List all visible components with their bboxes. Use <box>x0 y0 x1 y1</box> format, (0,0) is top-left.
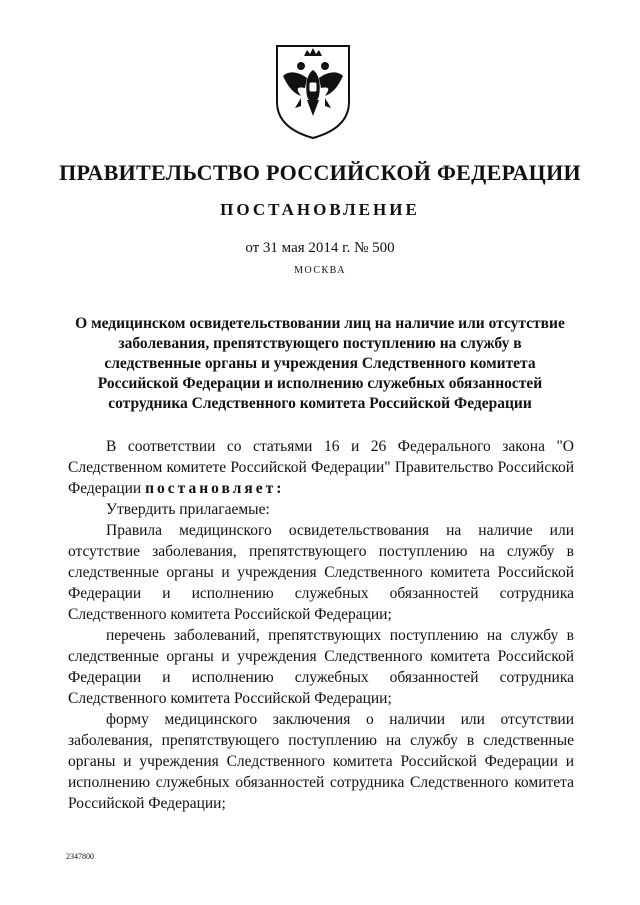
organization-title: ПРАВИТЕЛЬСТВО РОССИЙСКОЙ ФЕДЕРАЦИИ <box>59 160 581 185</box>
decree-keyword: постановляет: <box>145 480 285 497</box>
footer-code: 2347800 <box>66 852 94 861</box>
document-body <box>68 436 574 814</box>
document-subject: О медицинском освидетельствовании лиц на наличие или отсутствие заболевания, препятствующего поступлению на службу в следственные органы и учреждения Следственного комитета Российской Федерации и исполнению служебных обязанностей сотрудника Следственного комитета Российской Федерации <box>75 315 565 412</box>
document-city: МОСКВА <box>294 265 346 276</box>
document-date-number: от 31 мая 2014 г. № 500 <box>245 240 395 256</box>
body-paragraph-3: Правила медицинского освидетельствования на наличие или отсутствие заболевания, препятствующего поступлению на службу в следственные органы и учреждения Следственного комитета Российской Федерации и исполнению служебных обязанностей сотрудника Следственного комитета Российской Федерации; <box>68 522 574 623</box>
body-paragraph-1-text: В соответствии со статьями 16 и 26 Федерального закона "О Следственном комитете Российской Федерации" Правительство Российской Федерации <box>68 438 574 497</box>
body-paragraph-1 <box>68 436 574 499</box>
document-type: ПОСТАНОВЛЕНИЕ <box>220 200 420 219</box>
body-paragraph-5: форму медицинского заключения о наличии или отсутствии заболевания, препятствующего поступлению на службу в следственные органы и учреждения Следственного комитета Российской Федерации и исполнению служебных обязанностей сотрудника Следственного комитета Российской Федерации; <box>68 711 574 812</box>
body-paragraph-2: Утвердить прилагаемые: <box>106 501 270 518</box>
body-paragraph-4: перечень заболеваний, препятствующих поступлению на службу в следственные органы и учреждения Следственного комитета Российской Федерации и исполнению служебных обязанностей сотрудника Следственного комитета Российской Федерации; <box>68 627 574 707</box>
coat-of-arms-icon <box>271 40 355 142</box>
